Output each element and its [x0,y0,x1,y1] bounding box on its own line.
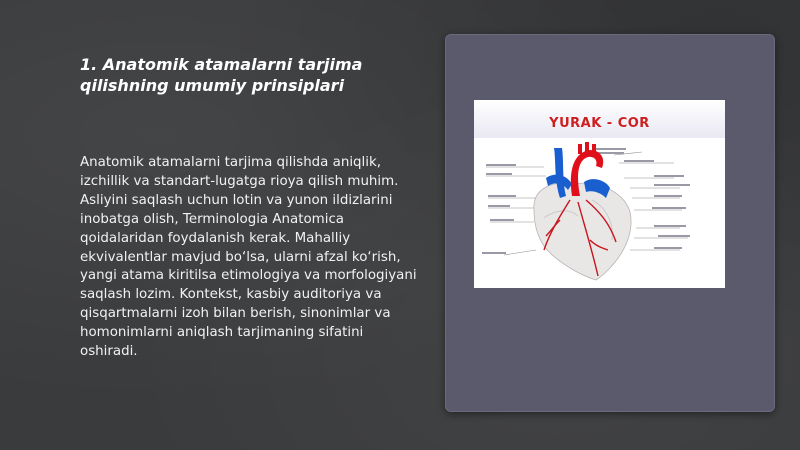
heart-illustration [474,100,725,288]
heart-anatomy-figure [474,100,725,288]
slide-body-text: Anatomik atamalarni tarjima qilishda aniqlik, izchillik va standart-lugatga rioya qilish muhim. Asliyini saqlash uchun lotin va yunon ildizlarini inobatga olish, Terminologia Anatomica qoidalaridan foydalanish kerak. Mahalliy ekvivalentlar mavjud bo‘lsa, ularni afzal ko‘rish, yangi atama kiritilsa etimologiya va morfologiyani saqlash lozim. Kontekst, kasbiy auditoriya va qisqartmalarni izoh bilan berish, sinonimlar va homonimlarni aniqlash tarjimaning sifatini oshiradi. [80,155,417,360]
slide-title: 1. Anatomik atamalarni tarjima qilishning umumiy prinsiplari [80,55,363,95]
figure-title: YURAK - COR [549,116,650,131]
heart-body [534,183,631,280]
